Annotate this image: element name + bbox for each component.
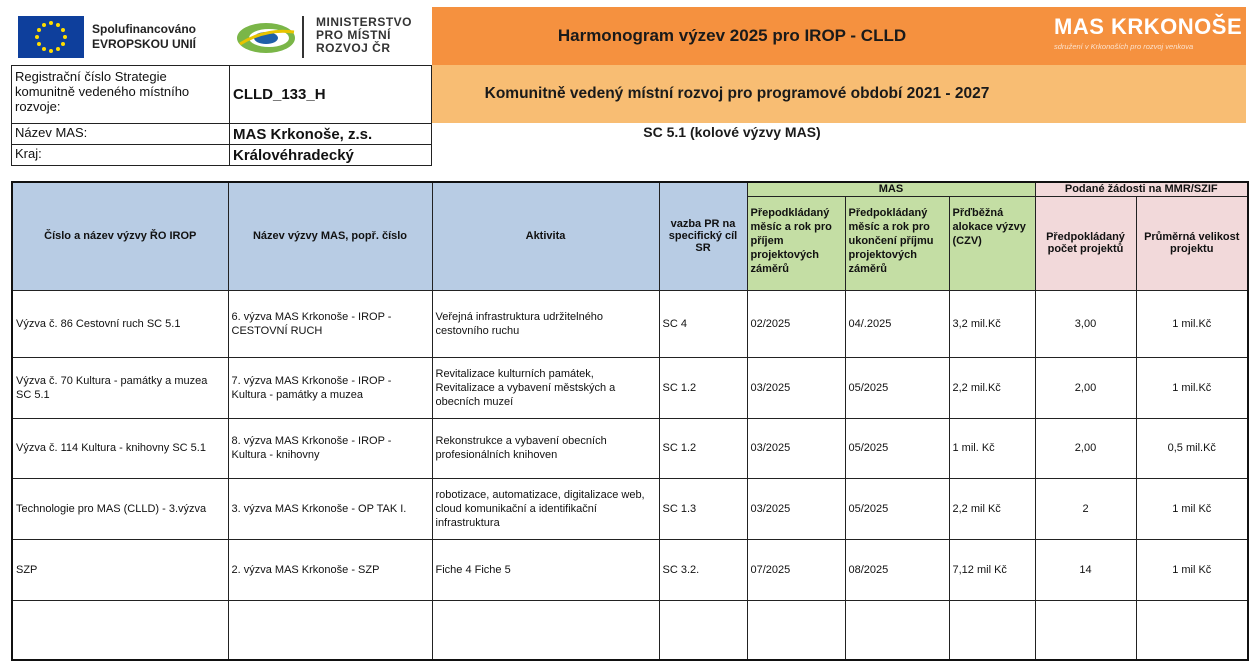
cell-activity: robotizace, automatizace, digitalizace web, cloud komunikační a identifikační infrastruktura [432, 478, 659, 539]
empty-cell [12, 600, 228, 660]
cell-count: 2,00 [1035, 418, 1136, 478]
cell-link: SC 1.2 [659, 418, 747, 478]
table-row [12, 539, 1248, 600]
cell-alloc: 2,2 mil.Kč [949, 357, 1035, 418]
cell-link: SC 1.3 [659, 478, 747, 539]
cell-end: 05/2025 [845, 357, 949, 418]
document-subtitle: Komunitně vedený místní rozvoj pro programové období 2021 - 2027 [484, 85, 990, 102]
cell-alloc: 1 mil. Kč [949, 418, 1035, 478]
eu-logo-text [92, 22, 196, 52]
empty-cell [228, 600, 432, 660]
empty-cell [949, 600, 1035, 660]
cell-alloc: 7,12 mil Kč [949, 539, 1035, 600]
cell-start: 07/2025 [747, 539, 845, 600]
cell-size: 0,5 mil.Kč [1136, 418, 1248, 478]
table-row [12, 357, 1248, 418]
cell-size: 1 mil.Kč [1136, 290, 1248, 357]
sc-title: SC 5.1 (kolové výzvy MAS) [643, 124, 821, 140]
header-alloc: Přďběžná alokace výzvy (CZV) [949, 196, 1035, 290]
cell-end: 08/2025 [845, 539, 949, 600]
cell-start: 02/2025 [747, 290, 845, 357]
header-activity: Aktivita [432, 182, 659, 290]
registration-label: Registrační číslo Strategie komunitně vedeného místního rozvoje: [12, 66, 230, 123]
header-group-podane: Podané žádosti na MMR/SZIF [1035, 182, 1248, 196]
empty-cell [432, 600, 659, 660]
cell-call: SZP [12, 539, 228, 600]
header-end: Předpokládaný měsíc a rok pro ukončení příjmu projektových záměrů [845, 196, 949, 290]
empty-cell [1136, 600, 1248, 660]
cell-activity: Fiche 4 Fiche 5 [432, 539, 659, 600]
calls-schedule-table [11, 181, 1249, 661]
header-call: Číslo a název výzvy ŘO IROP [12, 182, 228, 290]
empty-cell [1035, 600, 1136, 660]
cell-count: 14 [1035, 539, 1136, 600]
cell-call: Výzva č. 86 Cestovní ruch SC 5.1 [12, 290, 228, 357]
table-row [12, 290, 1248, 357]
cell-call: Výzva č. 114 Kultura - knihovny SC 5.1 [12, 418, 228, 478]
cell-mas-call: 8. výzva MAS Krkonoše - IROP - Kultura - knihovny [228, 418, 432, 478]
cell-end: 05/2025 [845, 478, 949, 539]
cell-mas-call: 2. výzva MAS Krkonoše - SZP [228, 539, 432, 600]
cell-mas-call: 3. výzva MAS Krkonoše - OP TAK I. [228, 478, 432, 539]
mas-name-value: MAS Krkonoše, z.s. [233, 125, 373, 143]
group-header-row [12, 182, 1248, 196]
cell-link: SC 4 [659, 290, 747, 357]
cell-link: SC 3.2. [659, 539, 747, 600]
cell-alloc: 3,2 mil.Kč [949, 290, 1035, 357]
mmr-logo-line3: ROZVOJ ČR [316, 41, 391, 55]
cell-activity: Rekonstrukce a vybavení obecních profesionálních knihoven [432, 418, 659, 478]
mmr-logo-text [316, 16, 412, 55]
cell-size: 1 mil.Kč [1136, 357, 1248, 418]
eu-logo-line2: EVROPSKOU UNIÍ [92, 37, 197, 51]
header-link: vazba PR na specifický cíl SR [659, 182, 747, 290]
eu-flag-logo [18, 16, 84, 58]
header-start: Přepodkládaný měsíc a rok pro příjem projektových záměrů [747, 196, 845, 290]
cell-size: 1 mil Kč [1136, 539, 1248, 600]
header-count: Předpokládaný počet projektů [1035, 196, 1136, 290]
cell-end: 04/.2025 [845, 290, 949, 357]
mas-krkonose-tagline: sdružení v Krkonoších pro rozvoj venkova [1054, 42, 1194, 51]
mmr-logo-line2: PRO MÍSTNÍ [316, 28, 392, 42]
header-mas-call: Název výzvy MAS, popř. číslo [228, 182, 432, 290]
cell-count: 2 [1035, 478, 1136, 539]
cell-alloc: 2,2 mil Kč [949, 478, 1035, 539]
document-title: Harmonogram výzev 2025 pro IROP - CLLD [557, 26, 907, 45]
cell-link: SC 1.2 [659, 357, 747, 418]
table-row [12, 478, 1248, 539]
region-label: Kraj: [12, 145, 230, 165]
mas-name-label: Název MAS: [12, 124, 230, 144]
mas-krkonose-logo: MAS KRKONOŠE [1054, 14, 1243, 39]
region-row [12, 145, 431, 165]
cell-call: Výzva č. 70 Kultura - památky a muzea SC 5.1 [12, 357, 228, 418]
mmr-logo-mark [236, 20, 296, 56]
empty-cell [845, 600, 949, 660]
mas-name-row [12, 124, 431, 145]
cell-start: 03/2025 [747, 478, 845, 539]
cell-end: 05/2025 [845, 418, 949, 478]
empty-cell [747, 600, 845, 660]
mmr-logo-line1: MINISTERSTVO [316, 15, 413, 29]
cell-activity: Revitalizace kulturních památek, Revitalizace a vybavení městských a obecních muzeí [432, 357, 659, 418]
table-row [12, 418, 1248, 478]
empty-table-row [12, 600, 1248, 660]
strategy-info-box [11, 65, 432, 166]
cell-count: 3,00 [1035, 290, 1136, 357]
header-group-mas: MAS [747, 182, 1035, 196]
region-value: Královéhradecký [233, 146, 354, 164]
registration-value: CLLD_133_H [233, 86, 326, 103]
cell-start: 03/2025 [747, 357, 845, 418]
eu-logo-line1: Spolufinancováno [92, 22, 197, 36]
header-size: Průměrná velikost projektu [1136, 196, 1248, 290]
empty-cell [659, 600, 747, 660]
cell-size: 1 mil Kč [1136, 478, 1248, 539]
cell-mas-call: 7. výzva MAS Krkonoše - IROP - Kultura - památky a muzea [228, 357, 432, 418]
cell-start: 03/2025 [747, 418, 845, 478]
registration-row [12, 66, 431, 124]
cell-call: Technologie pro MAS (CLLD) - 3.výzva [12, 478, 228, 539]
cell-count: 2,00 [1035, 357, 1136, 418]
mmr-logo-divider [302, 16, 304, 58]
cell-activity: Veřejná infrastruktura udržitelného cestovního ruchu [432, 290, 659, 357]
cell-mas-call: 6. výzva MAS Krkonoše - IROP - CESTOVNÍ RUCH [228, 290, 432, 357]
